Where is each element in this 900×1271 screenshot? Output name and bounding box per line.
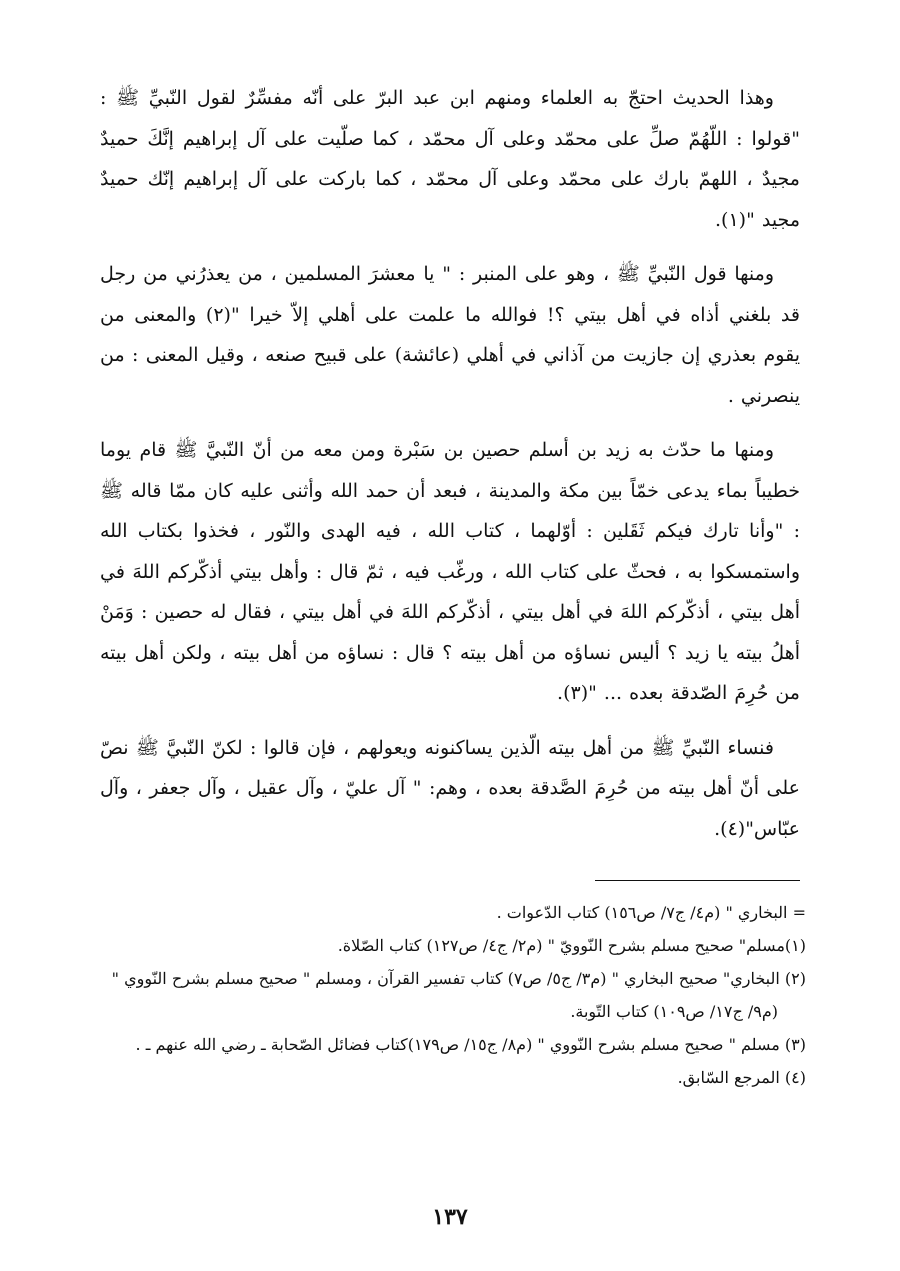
paragraph-4: فنساء النّبيِّ ﷺ من أهل بيته الّذين يساكنونه ويعولهم ، فإن قالوا : لكنّ النّبيَّ ﷺ نصّ على أنّ أهل بيته من حُرِمَ الصَّدقة بعده ، وهم: " آل عليّ ، وآل عقيل ، وآل جعفر ، وآل عبّاس"(٤).: [100, 736, 800, 840]
footnote-4: (٤) المرجع السّابق.: [677, 1068, 806, 1087]
footnote-1: (١)مسلم" صحيح مسلم بشرح النّوويّ " (م٢/ ج٤/ ص١٢٧) كتاب الصّلاة.: [337, 936, 806, 955]
paragraph-1: وهذا الحديث احتجّ به العلماء ومنهم ابن عبد البرّ على أنّه مفسِّرٌ لقول النّبيِّ ﷺ : "قولوا : اللّهُمّ صلِّ على محمّد وعلى آل محمّد ، كما صلّيت على آل إبراهيم إنَّكَ حميدٌ مجيدٌ ، اللهمّ بارك على محمّد وعلى آل محمّد ، كما باركت على آل إبراهيم إنّك حميدٌ مجيد "(١).: [100, 87, 800, 231]
page-number: ١٣٧: [432, 1204, 468, 1230]
footnote-continuation: = البخاري " (م٤/ ج٧/ ص١٥٦) كتاب الدّعوات .: [496, 903, 806, 922]
main-text: [100, 78, 800, 863]
footnote-divider: [595, 880, 800, 881]
paragraph-2: ومنها قول النّبيِّ ﷺ ، وهو على المنبر : " يا معشرَ المسلمين ، من يعذرُني من رجل قد بلغني أذاه في أهل بيتي ؟! فوالله ما علمت على أهلي إلاّ خيرا "(٢) والمعنى من يقوم بعذري إن جازيت من آذاني في أهلي (عائشة) على قبيح صنعه ، وقيل المعنى : من ينصرني .: [100, 263, 800, 407]
footnote-2: (٢) البخاري" صحيح البخاري " (م٣/ ج٥/ ص٧) كتاب تفسير القرآن ، ومسلم " صحيح مسلم بشرح النّووي " (م٩/ ج١٧/ ص١٠٩) كتاب التّوبة.: [111, 969, 806, 1021]
footnotes: [100, 896, 806, 1094]
paragraph-3: ومنها ما حدّث به زيد بن أسلم حصين بن سَبْرة ومن معه من أنّ النّبيَّ ﷺ قام يوما خطيباً بماء يدعى خمّاً بين مكة والمدينة ، فبعد أن حمد الله وأثنى عليه كان ممّا قاله ﷺ : "وأنا تارك فيكم ثَقَلين : أوّلهما ، كتاب الله ، فيه الهدى والنّور ، فخذوا بكتاب الله واستمسكوا به ، فحثّ على كتاب الله ، ورغّب فيه ، ثمّ قال : وأهل بيتي أذكّركم اللهَ في أهل بيتي ، أذكّركم اللهَ في أهل بيتي ، أذكّركم اللهَ في أهل بيتي ، فقال له حصين : وَمَنْ أهلُ بيته يا زيد ؟ أليس نساؤه من أهل بيته ؟ قال : نساؤه من أهل بيته ، ولكن أهل بيته من حُرِمَ الصّدقة بعده ... "(٣).: [100, 439, 800, 704]
footnote-3: (٣) مسلم " صحيح مسلم بشرح النّووي " (م٨/ ج١٥/ ص١٧٩)كتاب فضائل الصّحابة ـ رضي الله عنهم ـ .: [135, 1035, 806, 1054]
